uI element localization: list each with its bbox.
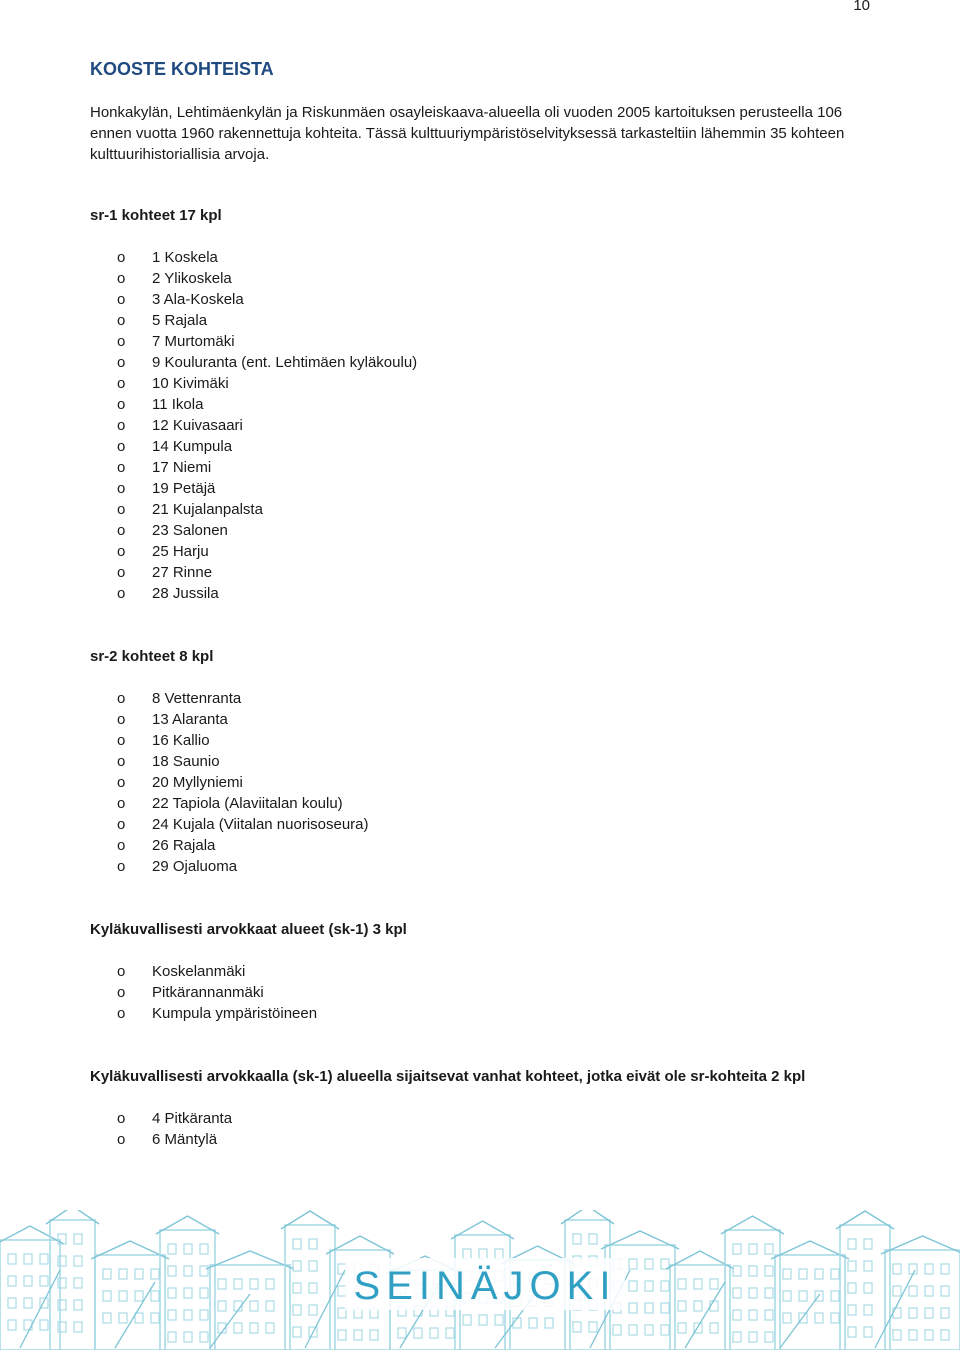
window-outline <box>848 1327 856 1337</box>
roof-line <box>326 1236 394 1254</box>
window-outline <box>799 1269 807 1279</box>
bullet-icon: o <box>117 480 126 497</box>
list-item <box>90 352 880 373</box>
window-outline <box>710 1279 718 1289</box>
window-outline <box>184 1244 192 1254</box>
list-item <box>90 562 880 583</box>
window-outline <box>200 1244 208 1254</box>
list-item <box>90 394 880 415</box>
window-outline <box>151 1291 159 1301</box>
window-outline <box>234 1323 242 1333</box>
building-outline <box>0 1240 60 1350</box>
window-outline <box>783 1313 791 1323</box>
window-outline <box>479 1315 487 1325</box>
window-outline <box>119 1291 127 1301</box>
window-outline <box>168 1288 176 1298</box>
window-outline <box>909 1330 917 1340</box>
window-outline <box>446 1328 454 1338</box>
window-outline <box>765 1332 773 1342</box>
item-list <box>90 1108 880 1150</box>
sketch-stroke <box>780 1294 820 1348</box>
window-outline <box>184 1332 192 1342</box>
window-outline <box>925 1286 933 1296</box>
list-item <box>90 373 880 394</box>
list-item-text: Pitkärannanmäki <box>152 984 264 1001</box>
window-outline <box>589 1234 597 1244</box>
window-outline <box>266 1301 274 1311</box>
window-outline <box>848 1305 856 1315</box>
window-outline <box>168 1244 176 1254</box>
window-outline <box>119 1269 127 1279</box>
list-item-text: 4 Pitkäranta <box>152 1110 233 1127</box>
list-item <box>90 310 880 331</box>
bullet-icon: o <box>117 837 126 854</box>
list-item <box>90 814 880 835</box>
window-outline <box>678 1279 686 1289</box>
window-outline <box>495 1249 503 1259</box>
window-outline <box>893 1330 901 1340</box>
list-item-text: 14 Kumpula <box>152 438 233 455</box>
list-item-text: 8 Vettenranta <box>152 690 242 707</box>
window-outline <box>414 1328 422 1338</box>
list-item-text: 24 Kujala (Viitalan nuorisoseura) <box>152 816 369 833</box>
window-outline <box>733 1310 741 1320</box>
bullet-icon: o <box>117 333 126 350</box>
window-outline <box>8 1254 16 1264</box>
roof-line <box>601 1231 679 1249</box>
window-outline <box>765 1288 773 1298</box>
window-outline <box>103 1269 111 1279</box>
window-outline <box>629 1259 637 1269</box>
window-outline <box>200 1310 208 1320</box>
section-heading: Kyläkuvallisesti arvokkaat alueet (sk-1) 3 kpl <box>90 921 407 938</box>
window-outline <box>864 1283 872 1293</box>
roof-line <box>451 1221 514 1239</box>
bullet-icon: o <box>117 543 126 560</box>
window-outline <box>941 1264 949 1274</box>
window-outline <box>103 1291 111 1301</box>
window-outline <box>24 1320 32 1330</box>
window-outline <box>941 1330 949 1340</box>
list-item <box>90 457 880 478</box>
window-outline <box>893 1286 901 1296</box>
bullet-icon: o <box>117 354 126 371</box>
list-item <box>90 961 880 982</box>
town-sketch-banner <box>0 1210 960 1350</box>
roof-line <box>0 1226 64 1244</box>
list-item <box>90 247 880 268</box>
section-spacer <box>90 1024 880 1066</box>
list-item <box>90 835 880 856</box>
bullet-icon: o <box>117 375 126 392</box>
window-outline <box>831 1313 839 1323</box>
window-outline <box>694 1279 702 1289</box>
window-outline <box>848 1283 856 1293</box>
roof-line <box>561 1210 614 1224</box>
list-item <box>90 541 880 562</box>
window-outline <box>864 1327 872 1337</box>
list-item <box>90 520 880 541</box>
bullet-icon: o <box>117 690 126 707</box>
window-outline <box>398 1328 406 1338</box>
list-item-text: 13 Alaranta <box>152 711 228 728</box>
window-outline <box>864 1305 872 1315</box>
list-item-text: 19 Petäjä <box>152 480 216 497</box>
window-outline <box>151 1313 159 1323</box>
window-outline <box>293 1261 301 1271</box>
list-item <box>90 793 880 814</box>
window-outline <box>710 1323 718 1333</box>
sketch-stroke <box>305 1270 345 1348</box>
bullet-icon: o <box>117 1110 126 1127</box>
roof-line <box>771 1241 849 1259</box>
list-item-text: 1 Koskela <box>152 249 218 266</box>
window-outline <box>168 1310 176 1320</box>
list-item-text: 29 Ojaluoma <box>152 858 238 875</box>
list-item-text: 5 Rajala <box>152 312 208 329</box>
window-outline <box>661 1281 669 1291</box>
window-outline <box>8 1298 16 1308</box>
window-outline <box>309 1261 317 1271</box>
list-item <box>90 289 880 310</box>
window-outline <box>266 1279 274 1289</box>
window-outline <box>678 1323 686 1333</box>
list-item <box>90 499 880 520</box>
list-item <box>90 730 880 751</box>
roof-line <box>666 1251 734 1269</box>
bullet-icon: o <box>117 711 126 728</box>
window-outline <box>74 1322 82 1332</box>
page-title: KOOSTE KOHTEISTA <box>90 59 274 79</box>
window-outline <box>749 1266 757 1276</box>
seinajoki-logo-text: SEINÄJOKI <box>353 1264 617 1308</box>
window-outline <box>783 1269 791 1279</box>
window-outline <box>848 1239 856 1249</box>
window-outline <box>529 1318 537 1328</box>
list-item <box>90 751 880 772</box>
list-item-text: 7 Murtomäki <box>152 333 235 350</box>
list-item-text: 3 Ala-Koskela <box>152 291 244 308</box>
bullet-icon: o <box>117 753 126 770</box>
list-item-text: Koskelanmäki <box>152 963 246 980</box>
footer-town-illustration <box>0 1210 960 1350</box>
roof-line <box>156 1216 219 1234</box>
window-outline <box>74 1234 82 1244</box>
window-outline <box>370 1330 378 1340</box>
window-outline <box>338 1264 346 1274</box>
bullet-icon: o <box>117 1005 126 1022</box>
window-outline <box>354 1330 362 1340</box>
window-outline <box>309 1305 317 1315</box>
window-outline <box>24 1276 32 1286</box>
window-outline <box>694 1301 702 1311</box>
window-outline <box>925 1264 933 1274</box>
list-item <box>90 436 880 457</box>
window-outline <box>293 1283 301 1293</box>
bullet-icon: o <box>117 564 126 581</box>
window-outline <box>463 1315 471 1325</box>
list-item <box>90 982 880 1003</box>
list-item <box>90 415 880 436</box>
list-item-text: 27 Rinne <box>152 564 213 581</box>
window-outline <box>661 1325 669 1335</box>
window-outline <box>463 1249 471 1259</box>
window-outline <box>338 1330 346 1340</box>
window-outline <box>74 1256 82 1266</box>
list-item <box>90 772 880 793</box>
window-outline <box>135 1313 143 1323</box>
window-outline <box>909 1308 917 1318</box>
bullet-icon: o <box>117 291 126 308</box>
window-outline <box>184 1310 192 1320</box>
window-outline <box>338 1286 346 1296</box>
window-outline <box>103 1313 111 1323</box>
list-item-text: Kumpula ympäristöineen <box>152 1005 318 1022</box>
window-outline <box>815 1313 823 1323</box>
window-outline <box>309 1239 317 1249</box>
window-outline <box>733 1288 741 1298</box>
window-outline <box>815 1269 823 1279</box>
window-outline <box>184 1266 192 1276</box>
window-outline <box>293 1305 301 1315</box>
sketch-stroke <box>685 1282 725 1348</box>
window-outline <box>613 1325 621 1335</box>
bullet-icon: o <box>117 522 126 539</box>
list-item <box>90 1129 880 1150</box>
list-item <box>90 856 880 877</box>
window-outline <box>495 1315 503 1325</box>
window-outline <box>629 1281 637 1291</box>
list-item-text: 6 Mäntylä <box>152 1131 218 1148</box>
bullet-icon: o <box>117 249 126 266</box>
window-outline <box>941 1286 949 1296</box>
window-outline <box>74 1300 82 1310</box>
bullet-icon: o <box>117 312 126 329</box>
window-outline <box>589 1322 597 1332</box>
list-item <box>90 583 880 604</box>
bullet-icon: o <box>117 585 126 602</box>
section-heading: Kyläkuvallisesti arvokkaalla (sk-1) alueella sijaitsevat vanhat kohteet, jotka eivät ole sr-kohteita 2 kpl <box>90 1068 806 1085</box>
roof-line <box>881 1236 960 1254</box>
window-outline <box>250 1323 258 1333</box>
section-heading: sr-1 kohteet 17 kpl <box>90 207 222 224</box>
window-outline <box>309 1283 317 1293</box>
window-outline <box>338 1308 346 1318</box>
window-outline <box>266 1323 274 1333</box>
list-item-text: 17 Niemi <box>152 459 212 476</box>
roof-line <box>206 1251 294 1269</box>
roof-line <box>836 1211 894 1229</box>
window-outline <box>8 1320 16 1330</box>
window-outline <box>293 1239 301 1249</box>
roof-line <box>46 1210 99 1224</box>
window-outline <box>573 1234 581 1244</box>
bullet-icon: o <box>117 732 126 749</box>
window-outline <box>749 1310 757 1320</box>
window-outline <box>200 1288 208 1298</box>
window-outline <box>925 1308 933 1318</box>
roof-line <box>91 1241 169 1259</box>
window-outline <box>74 1278 82 1288</box>
window-outline <box>200 1332 208 1342</box>
roof-line <box>721 1216 784 1234</box>
window-outline <box>250 1279 258 1289</box>
window-outline <box>765 1266 773 1276</box>
list-item-text: 25 Harju <box>152 543 209 560</box>
bullet-icon: o <box>117 774 126 791</box>
window-outline <box>645 1303 653 1313</box>
window-outline <box>430 1328 438 1338</box>
window-outline <box>40 1276 48 1286</box>
window-outline <box>678 1301 686 1311</box>
window-outline <box>941 1308 949 1318</box>
bullet-icon: o <box>117 795 126 812</box>
window-outline <box>218 1301 226 1311</box>
bullet-icon: o <box>117 396 126 413</box>
list-item-text: 20 Myllyniemi <box>152 774 243 791</box>
bullet-icon: o <box>117 816 126 833</box>
window-outline <box>8 1276 16 1286</box>
window-outline <box>40 1320 48 1330</box>
window-outline <box>168 1332 176 1342</box>
list-item <box>90 709 880 730</box>
list-item-text: 18 Saunio <box>152 753 220 770</box>
window-outline <box>40 1254 48 1264</box>
list-item-text: 22 Tapiola (Alaviitalan koulu) <box>152 795 343 812</box>
window-outline <box>629 1303 637 1313</box>
window-outline <box>24 1298 32 1308</box>
window-outline <box>119 1313 127 1323</box>
section-spacer <box>90 877 880 919</box>
list-item <box>90 478 880 499</box>
bullet-icon: o <box>117 858 126 875</box>
item-list <box>90 688 880 877</box>
document-body <box>90 56 880 1150</box>
window-outline <box>733 1244 741 1254</box>
list-item-text: 21 Kujalanpalsta <box>152 501 263 518</box>
window-outline <box>831 1269 839 1279</box>
window-outline <box>749 1288 757 1298</box>
window-outline <box>218 1279 226 1289</box>
bullet-icon: o <box>117 984 126 1001</box>
window-outline <box>629 1325 637 1335</box>
window-outline <box>749 1332 757 1342</box>
window-outline <box>479 1249 487 1259</box>
item-list <box>90 247 880 604</box>
bullet-icon: o <box>117 963 126 980</box>
window-outline <box>151 1269 159 1279</box>
section-spacer <box>90 604 880 646</box>
bullet-icon: o <box>117 1131 126 1148</box>
list-item-text: 10 Kivimäki <box>152 375 229 392</box>
window-outline <box>661 1303 669 1313</box>
window-outline <box>864 1239 872 1249</box>
intro-paragraph: Honkakylän, Lehtimäenkylän ja Riskunmäen osayleiskaava-alueella oli vuoden 2005 kartoituksen perusteella 106 ennen vuotta 1960 rakennettuja kohteita. Tässä kulttuuriympäristöselvityksessä tarkasteltiin lähemmin 35 kohteen kulttuurihistoriallisia arvoja. <box>90 104 845 163</box>
window-outline <box>925 1330 933 1340</box>
list-item <box>90 331 880 352</box>
list-item-text: 2 Ylikoskela <box>152 270 232 287</box>
window-outline <box>848 1261 856 1271</box>
item-list <box>90 961 880 1024</box>
sketch-stroke <box>210 1294 250 1348</box>
window-outline <box>168 1266 176 1276</box>
window-outline <box>200 1266 208 1276</box>
window-outline <box>293 1327 301 1337</box>
list-item-text: 23 Salonen <box>152 522 228 539</box>
bullet-icon: o <box>117 417 126 434</box>
list-item-text: 9 Kouluranta (ent. Lehtimäen kyläkoulu) <box>152 354 418 371</box>
window-outline <box>184 1288 192 1298</box>
window-outline <box>24 1254 32 1264</box>
bullet-icon: o <box>117 270 126 287</box>
window-outline <box>783 1291 791 1301</box>
window-outline <box>250 1301 258 1311</box>
bullet-icon: o <box>117 501 126 518</box>
list-item-text: 28 Jussila <box>152 585 219 602</box>
window-outline <box>645 1325 653 1335</box>
window-outline <box>135 1291 143 1301</box>
window-outline <box>645 1281 653 1291</box>
building-outline <box>670 1265 730 1350</box>
sections-container <box>90 205 880 1150</box>
list-item-text: 16 Kallio <box>152 732 210 749</box>
roof-line <box>281 1211 339 1229</box>
bullet-icon: o <box>117 438 126 455</box>
bullet-icon: o <box>117 459 126 476</box>
list-item <box>90 268 880 289</box>
window-outline <box>545 1318 553 1328</box>
list-item-text: 26 Rajala <box>152 837 216 854</box>
window-outline <box>765 1310 773 1320</box>
window-outline <box>733 1332 741 1342</box>
window-outline <box>831 1291 839 1301</box>
list-item <box>90 1003 880 1024</box>
window-outline <box>234 1279 242 1289</box>
list-item <box>90 1108 880 1129</box>
window-outline <box>799 1291 807 1301</box>
window-outline <box>135 1269 143 1279</box>
window-outline <box>893 1264 901 1274</box>
section-heading: sr-2 kohteet 8 kpl <box>90 648 214 665</box>
window-outline <box>733 1266 741 1276</box>
window-outline <box>909 1286 917 1296</box>
window-outline <box>765 1244 773 1254</box>
window-outline <box>864 1261 872 1271</box>
list-item-text: 12 Kuivasaari <box>152 417 243 434</box>
window-outline <box>645 1259 653 1269</box>
page-number: 10 <box>853 0 870 14</box>
window-outline <box>573 1322 581 1332</box>
list-item-text: 11 Ikola <box>152 396 204 413</box>
window-outline <box>749 1244 757 1254</box>
list-item <box>90 688 880 709</box>
